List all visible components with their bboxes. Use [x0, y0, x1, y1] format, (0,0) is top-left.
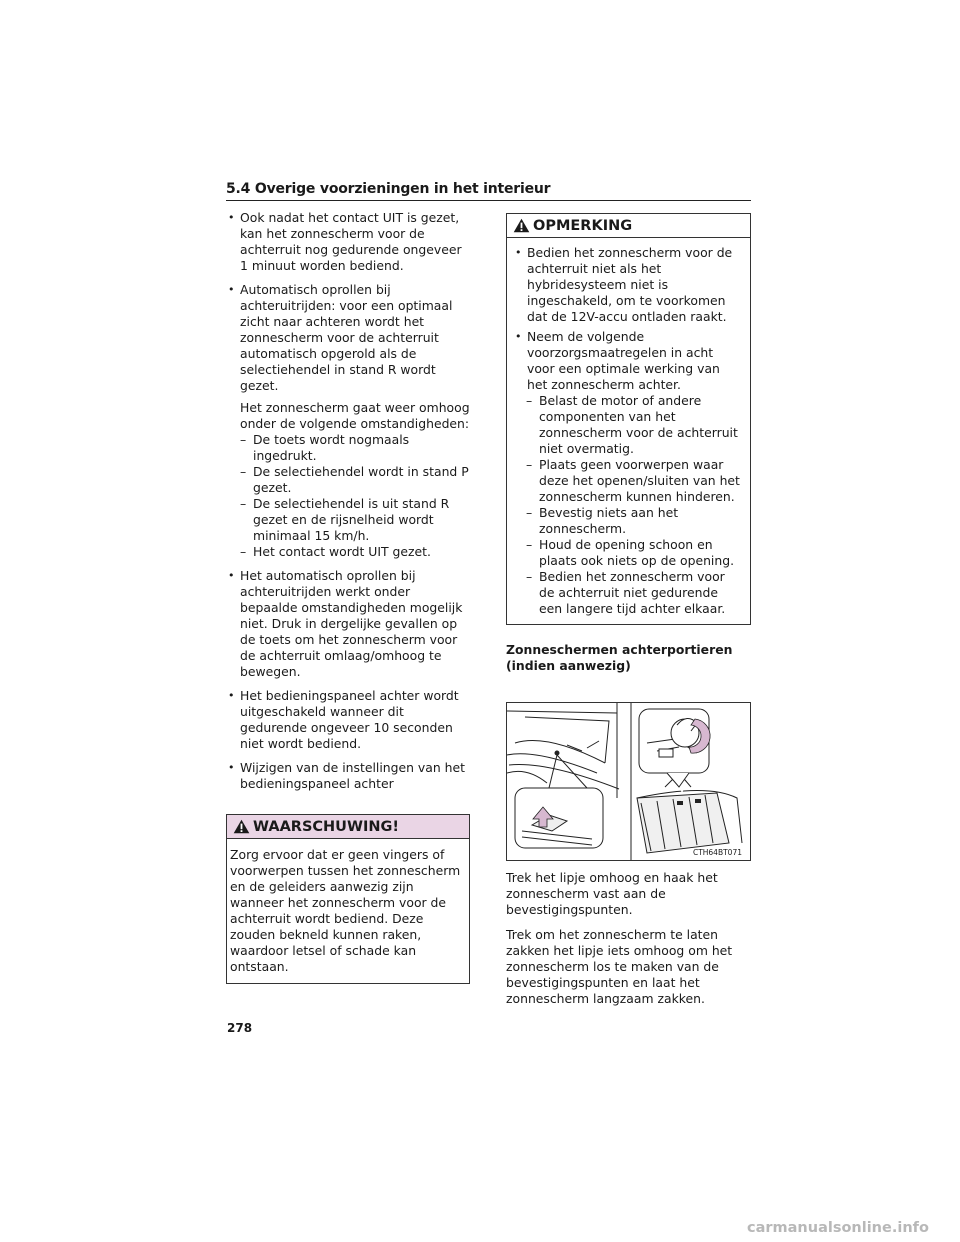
- warning-title-bar: [227, 815, 469, 839]
- warning-title: WAARSCHUWING!: [253, 818, 399, 835]
- figure-code: CTH64BT071: [692, 848, 742, 857]
- left-column: [226, 210, 470, 984]
- warning-triangle-icon: [513, 218, 530, 233]
- list-item: – Plaats geen voorwerpen waar deze het openen/sluiten van het zonnescherm kunnen hinderen.: [526, 457, 744, 505]
- section-title: 5.4 Overige voorzieningen in het interieur: [226, 181, 551, 197]
- list-item: • Ook nadat het contact UIT is gezet, kan het zonnescherm voor de achterruit nog gedurende ongeveer 1 minuut worden bediend.: [226, 210, 470, 274]
- instruction-paragraph: Trek het lipje omhoog en haak het zonnescherm vast aan de bevestigingspunten.: [506, 870, 718, 917]
- note-body: [507, 238, 750, 624]
- list-item: – Houd de opening schoon en plaats ook niets op de opening.: [526, 537, 744, 569]
- warning-triangle-icon: [233, 819, 250, 834]
- warning-box: [226, 814, 470, 984]
- list-item: • Bedien het zonnescherm voor de achterruit niet als het hybridesysteem niet is ingeschakeld, om te voorkomen dat de 12V-accu ontladen raakt.: [513, 245, 744, 325]
- list-item: – De selectiehendel wordt in stand P gezet.: [240, 464, 470, 496]
- info-list: [226, 210, 470, 792]
- sub-paragraph: Het zonnescherm gaat weer omhoog onder de volgende omstandigheden:: [240, 400, 470, 431]
- note-list: [513, 245, 744, 617]
- sunshade-illustration: [506, 702, 751, 861]
- list-item: – Bedien het zonnescherm voor de achterruit niet gedurende een langere tijd achter elkaar.: [526, 569, 744, 617]
- list-item: • Wijzigen van de instellingen van het bedieningspaneel achter: [226, 760, 470, 792]
- warning-text: Zorg ervoor dat er geen vingers of voorwerpen tussen het zonnescherm en de geleiders aanwezig zijn wanneer het zonnescherm voor de achterruit wordt bediend. Deze zouden bekneld kunnen raken, waardoor letsel of schade kan ontstaan.: [230, 847, 461, 974]
- list-item: • Het bedieningspaneel achter wordt uitgeschakeld wanneer dit gedurende ongeveer 10 seconden niet wordt bediend.: [226, 688, 470, 752]
- list-item: – De selectiehendel is uit stand R gezet en de rijsnelheid wordt minimaal 15 km/h.: [240, 496, 470, 544]
- page-number: 278: [227, 1021, 253, 1035]
- list-item: – Belast de motor of andere componenten van het zonnescherm voor de achterruit niet overmatig.: [526, 393, 744, 457]
- right-column: [506, 213, 751, 1007]
- list-item: – Het contact wordt UIT gezet.: [240, 544, 470, 560]
- list-item: • Het automatisch oprollen bij achteruitrijden werkt onder bepaalde omstandigheden mogelijk niet. Druk in dergelijke gevallen op de toets om het zonnescherm voor de achterruit omlaag/omhoog te bewegen.: [226, 568, 470, 680]
- note-title: OPMERKING: [533, 217, 633, 234]
- door-sunshade-drawing: [507, 703, 750, 860]
- condition-list: [240, 432, 470, 560]
- instruction-paragraph: Trek om het zonnescherm te laten zakken het lipje iets omhoog om het zonnescherm los te maken van de bevestigingspunten en laat het zonnescherm langzaam zakken.: [506, 927, 733, 1006]
- list-item: – De toets wordt nogmaals ingedrukt.: [240, 432, 470, 464]
- section-header: [226, 178, 751, 201]
- note-title-bar: [507, 214, 750, 238]
- list-item: • Neem de volgende voorzorgsmaatregelen in acht voor een optimale werking van het zonnescherm achter. – Belast de motor of andere componenten van het zonnescherm voor de achterruit niet overmatig. – Plaats geen voorwerpen waar deze het openen/sluiten van het zonnescherm kunnen hinderen. – Bevestig niets aan het zonnescherm. – Houd de opening schoon en plaats ook niets op de opening. – Bedien het zonnescherm voor de achterruit niet gedurende een langere tijd achter elkaar.: [513, 329, 744, 617]
- note-box: [506, 213, 751, 625]
- watermark: carmanualsonline.info: [747, 1220, 929, 1236]
- section-heading: Zonneschermen achterportieren (indien aanwezig): [506, 642, 733, 673]
- precaution-list: [526, 393, 744, 617]
- list-item: • Automatisch oprollen bij achteruitrijden: voor een optimaal zicht naar achteren wordt het zonnescherm voor de achterruit automatisch opgerold als de selectiehendel in stand R wordt gezet. Het zonnescherm gaat weer omhoog onder de volgende omstandigheden: – De toets wordt nogmaals ingedrukt. – De selectiehendel wordt in stand P gezet. – De selectiehendel is uit stand R gezet en de rijsnelheid wordt minimaal 15 km/h. – Het contact wordt UIT gezet.: [226, 282, 470, 560]
- list-item: – Bevestig niets aan het zonnescherm.: [526, 505, 744, 537]
